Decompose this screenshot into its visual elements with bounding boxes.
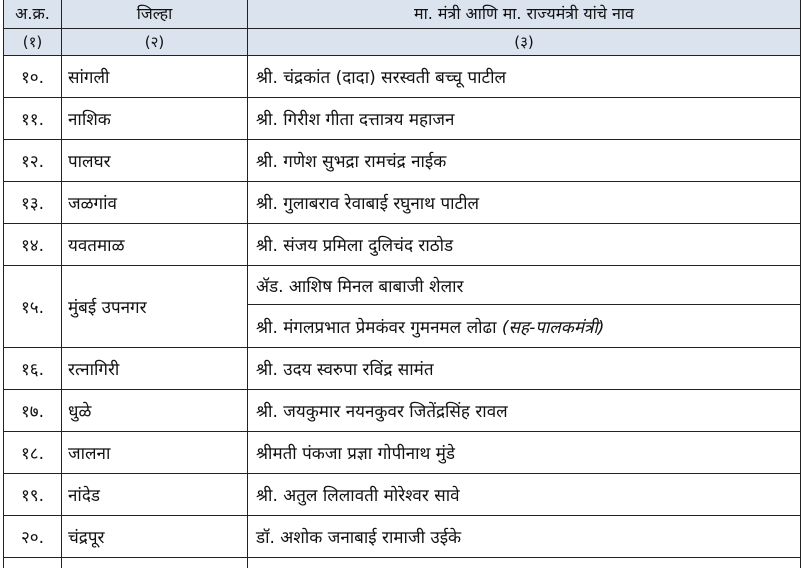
table-row [4, 474, 801, 516]
serial-number: १८. [4, 432, 62, 474]
district-name: चंद्रपूर [62, 516, 248, 558]
minister-name: श्री. अतुल लिलावती मोरेश्वर सावे [248, 474, 801, 516]
serial-number: १४. [4, 224, 62, 266]
minister-name: श्री. गणेश सुभद्रा रामचंद्र नाईक [248, 140, 801, 182]
table-row [4, 56, 801, 98]
guardian-minister-table [3, 0, 801, 568]
district-name: नांदेड [62, 474, 248, 516]
serial-number: १९. [4, 474, 62, 516]
table-row [4, 390, 801, 432]
header-district: जिल्हा [62, 0, 248, 29]
minister-name-with-note [248, 305, 801, 348]
district-name: पालघर [62, 140, 248, 182]
minister-name: श्रीमती पंकजा प्रज्ञा गोपीनाथ मुंडे [248, 432, 801, 474]
table-row [4, 348, 801, 390]
table-row [4, 140, 801, 182]
minister-name: श्री. जयकुमार नयनकुवर जितेंद्रसिंह रावल [248, 390, 801, 432]
empty-cell [4, 558, 62, 569]
empty-cell [248, 558, 801, 569]
table-row [4, 182, 801, 224]
district-name: मुंबई उपनगर [62, 266, 248, 348]
minister-name: श्री. संजय प्रमिला दुलिचंद राठोड [248, 224, 801, 266]
subheader-col2: (२) [62, 29, 248, 56]
minister-name: श्री. गुलाबराव रेवाबाई रघुनाथ पाटील [248, 182, 801, 224]
serial-number: १६. [4, 348, 62, 390]
table-subheader-row [4, 29, 801, 56]
serial-number: १३. [4, 182, 62, 224]
table-row [4, 266, 801, 305]
district-name: सांगली [62, 56, 248, 98]
district-name: धुळे [62, 390, 248, 432]
table-header-row [4, 0, 801, 29]
district-name: यवतमाळ [62, 224, 248, 266]
table-row [4, 516, 801, 558]
minister-name: श्री. चंद्रकांत (दादा) सरस्वती बच्चू पाटील [248, 56, 801, 98]
serial-number: १७. [4, 390, 62, 432]
serial-number: १२. [4, 140, 62, 182]
table-row-cut-off [4, 558, 801, 569]
serial-number: ११. [4, 98, 62, 140]
district-name: जालना [62, 432, 248, 474]
subheader-col1: (१) [4, 29, 62, 56]
header-minister-name: मा. मंत्री आणि मा. राज्यमंत्री यांचे नाव [248, 0, 801, 29]
header-serial-number: अ.क्र. [4, 0, 62, 29]
table-row [4, 432, 801, 474]
serial-number: १५. [4, 266, 62, 348]
table-row [4, 224, 801, 266]
district-name: रत्नागिरी [62, 348, 248, 390]
minister-name: ॲड. आशिष मिनल बाबाजी शेलार [248, 266, 801, 305]
minister-name: डॉ. अशोक जनाबाई रामाजी उईके [248, 516, 801, 558]
subheader-col3: (३) [248, 29, 801, 56]
serial-number: २०. [4, 516, 62, 558]
serial-number: १०. [4, 56, 62, 98]
empty-cell [62, 558, 248, 569]
minister-name: श्री. उदय स्वरुपा रविंद्र सामंत [248, 348, 801, 390]
co-guardian-note: (सह-पालकमंत्री) [501, 317, 605, 338]
minister-name: श्री. गिरीश गीता दत्तात्रय महाजन [248, 98, 801, 140]
district-name: जळगांव [62, 182, 248, 224]
table-row [4, 98, 801, 140]
minister-name: श्री. मंगलप्रभात प्रेमकंवर गुमनमल लोढा [256, 317, 497, 338]
district-name: नाशिक [62, 98, 248, 140]
